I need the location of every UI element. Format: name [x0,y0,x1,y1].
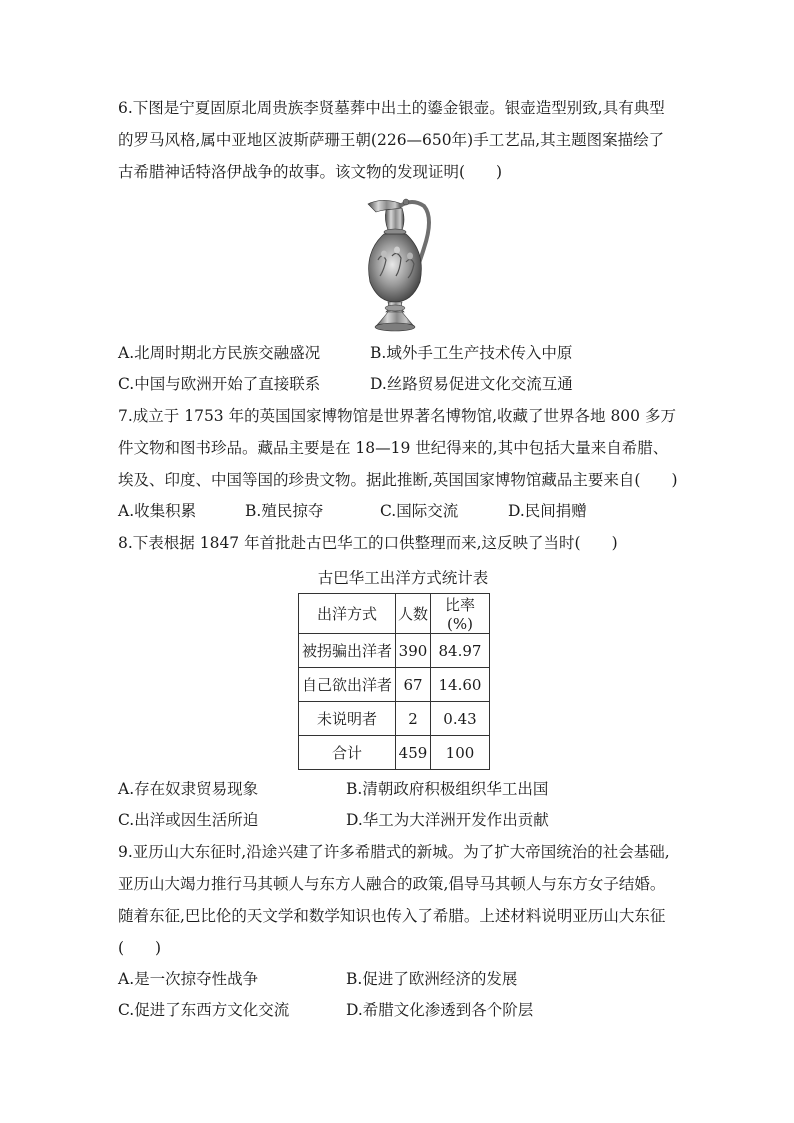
option-9b[interactable]: B.促进了欧洲经济的发展 [346,970,518,988]
exam-page [118,92,688,1026]
ewer-illustration [350,194,450,334]
table-cell: 被拐骗出洋者 [299,634,396,668]
option-8c[interactable]: C.出洋或因生活所迫 [118,811,259,829]
question-9-line-1: 9.亚历山大东征时,沿途兴建了许多希腊式的新城。为了扩大帝国统治的社会基础, [118,843,670,861]
question-7-line-2: 件文物和图书珍品。藏品主要是在 18—19 世纪得来的,其中包括大量来自希腊、 [118,439,669,457]
table-caption: 古巴华工出洋方式统计表 [317,569,489,587]
question-7 [118,400,688,527]
question-9-options [118,964,688,1026]
table-cell: 390 [396,634,431,668]
table-row [299,634,490,668]
option-9c[interactable]: C.促进了东西方文化交流 [118,1001,290,1019]
table-header-cell: 人数 [396,594,431,634]
question-6 [118,92,688,400]
option-9a[interactable]: A.是一次掠夺性战争 [118,970,259,988]
option-8b[interactable]: B.清朝政府积极组织华工出国 [346,780,549,798]
table-row [299,702,490,736]
question-7-options [118,496,688,527]
question-8-line-1: 8.下表根据 1847 年首批赴古巴华工的口供整理而来,这反映了当时( ) [118,534,618,552]
table-row [299,736,490,770]
table-cell: 未说明者 [299,702,396,736]
option-7c[interactable]: C.国际交流 [380,502,459,520]
table-cell: 100 [431,736,490,770]
question-8-options [118,774,688,836]
table-cell: 67 [396,668,431,702]
option-6d[interactable]: D.丝路贸易促进文化交流互通 [370,375,573,393]
question-8 [118,527,688,836]
table-cell: 0.43 [431,702,490,736]
option-6a[interactable]: A.北周时期北方民族交融盛况 [118,344,321,362]
question-6-line-3: 古希腊神话特洛伊战争的故事。该文物的发现证明( ) [118,163,503,181]
table-cell: 合计 [299,736,396,770]
option-8d[interactable]: D.华工为大洋洲开发作出贡献 [346,811,549,829]
question-7-line-1: 7.成立于 1753 年的英国国家博物馆是世界著名博物馆,收藏了世界各地 800 多万 [118,407,676,425]
table-header-cell: 出洋方式 [299,594,396,634]
option-7b[interactable]: B.殖民掠夺 [245,502,324,520]
question-9-line-4: ( ) [118,939,162,957]
table-cell: 14.60 [431,668,490,702]
table-cell: 459 [396,736,431,770]
option-8a[interactable]: A.存在奴隶贸易现象 [118,780,259,798]
question-6-options [118,338,688,400]
option-9d[interactable]: D.希腊文化渗透到各个阶层 [346,1001,534,1019]
table-cell: 2 [396,702,431,736]
question-6-line-1: 6.下图是宁夏固原北周贵族李贤墓葬中出土的鎏金银壶。银壶造型别致,具有典型 [118,99,665,117]
table-cell: 自己欲出洋者 [299,668,396,702]
question-9 [118,836,688,1026]
table-cell: 84.97 [431,634,490,668]
statistics-table [298,593,490,770]
table-row [299,668,490,702]
option-7d[interactable]: D.民间捐赠 [508,502,587,520]
question-7-line-3: 埃及、印度、中国等国的珍贵文物。据此推断,英国国家博物馆藏品主要来自( ) [118,471,678,489]
question-9-line-3: 随着东征,巴比伦的天文学和数学知识也传入了希腊。上述材料说明亚历山大东征 [118,907,666,925]
question-6-line-2: 的罗马风格,属中亚地区波斯萨珊王朝(226—650年)手工艺品,其主题图案描绘了 [118,131,665,149]
table-header-row [299,594,490,634]
option-6b[interactable]: B.域外手工生产技术传入中原 [370,344,573,362]
option-7a[interactable]: A.收集积累 [118,502,197,520]
option-6c[interactable]: C.中国与欧洲开始了直接联系 [118,375,321,393]
question-9-line-2: 亚历山大竭力推行马其顿人与东方人融合的政策,倡导马其顿人与东方女子结婚。 [118,875,666,893]
gilt-silver-ewer-image [350,194,450,334]
table-header-cell: 比率(%) [431,594,490,634]
